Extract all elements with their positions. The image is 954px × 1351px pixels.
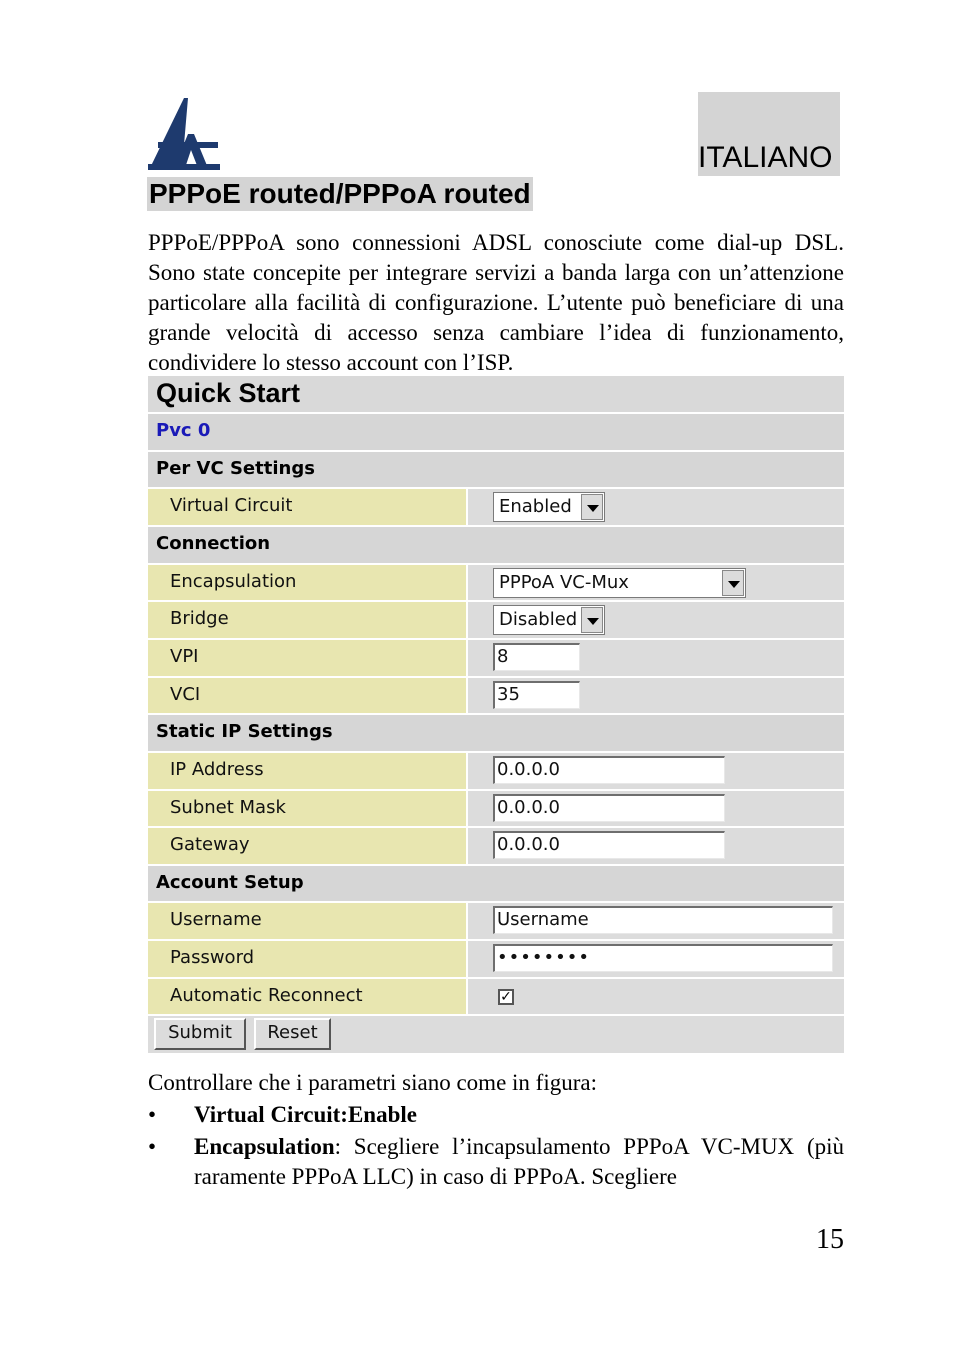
subnet-mask-row (148, 791, 844, 828)
reset-button[interactable]: Reset (254, 1018, 331, 1050)
form-title: Quick Start (156, 378, 301, 408)
password-input[interactable]: •••••••• (493, 944, 833, 972)
ip-address-label: IP Address (170, 759, 264, 780)
account-heading-row (148, 866, 844, 903)
bridge-select[interactable] (493, 605, 605, 635)
intro-paragraph (148, 228, 844, 378)
section-title: PPPoE routed/PPPoA routed (149, 178, 531, 209)
password-row (148, 941, 844, 979)
static-ip-heading: Static IP Settings (156, 721, 333, 742)
virtual-circuit-value: Enabled (499, 496, 572, 517)
gateway-input[interactable]: 0.0.0.0 (493, 831, 725, 859)
encapsulation-value: PPPoA VC-Mux (499, 572, 629, 593)
account-heading: Account Setup (156, 872, 304, 893)
vpi-row (148, 640, 844, 678)
vci-row (148, 678, 844, 715)
auto-reconnect-label: Automatic Reconnect (170, 985, 363, 1006)
bullet1-bold: Virtual Circuit:Enable (194, 1102, 417, 1127)
vci-label: VCI (170, 684, 201, 705)
vpi-input[interactable]: 8 (493, 643, 580, 671)
per-vc-heading-row (148, 452, 844, 489)
gateway-label: Gateway (170, 834, 250, 855)
ip-address-row (148, 753, 844, 791)
static-ip-heading-row (148, 715, 844, 753)
bullet2-bold: Encapsulation (194, 1134, 335, 1159)
virtual-circuit-select[interactable] (493, 492, 605, 522)
form-title-row (148, 376, 844, 414)
vpi-label: VPI (170, 646, 199, 667)
vci-input[interactable]: 35 (493, 681, 580, 709)
connection-heading-row (148, 527, 844, 565)
per-vc-heading: Per VC Settings (156, 458, 315, 479)
pvc-row (148, 414, 844, 452)
gateway-row (148, 828, 844, 866)
auto-reconnect-checkbox[interactable]: ✓ (498, 989, 514, 1005)
password-label: Password (170, 947, 255, 968)
bullet-icon: • (148, 1102, 157, 1127)
username-input[interactable]: Username (493, 906, 833, 934)
bridge-value: Disabled (499, 609, 578, 630)
bullet-icon: • (148, 1134, 157, 1159)
subnet-mask-input[interactable]: 0.0.0.0 (493, 794, 725, 822)
auto-reconnect-row (148, 979, 844, 1016)
quick-start-form (148, 376, 844, 1053)
chevron-down-icon[interactable] (581, 494, 603, 520)
virtual-circuit-row (148, 489, 844, 527)
form-actions (148, 1016, 844, 1053)
encapsulation-select[interactable] (493, 568, 746, 598)
submit-button[interactable]: Submit (154, 1018, 246, 1050)
subnet-mask-label: Subnet Mask (170, 797, 286, 818)
virtual-circuit-label: Virtual Circuit (170, 495, 293, 516)
username-label: Username (170, 909, 262, 930)
bridge-row (148, 602, 844, 640)
username-row (148, 903, 844, 941)
bridge-label: Bridge (170, 608, 229, 629)
pvc-label: Pvc 0 (156, 420, 211, 441)
encapsulation-label: Encapsulation (170, 571, 297, 592)
after-text (148, 1068, 844, 1194)
bullet2-text: : Scegliere l’incapsulamento PPPoA VC-MUX (più raramente PPPoA LLC) in caso di PPPoA. Scegliere (194, 1134, 844, 1189)
atlantis-logo (148, 94, 220, 170)
chevron-down-icon[interactable] (581, 607, 603, 633)
page-number: 15 (816, 1224, 844, 1255)
bullet-encapsulation (148, 1132, 844, 1192)
encapsulation-row (148, 565, 844, 602)
ip-address-input[interactable]: 0.0.0.0 (493, 756, 725, 784)
language-label: ITALIANO (698, 141, 833, 174)
intro-text: PPPoE/PPPoA sono connessioni ADSL conosciute come dial-up DSL. Sono state concepite per integrare servizi a banda larga con un’attenzione particolare alla facilità di configurazione. L’utente può beneficiare di una grande velocità di accesso senza cambiare l’idea di funzionamento, condividere lo stesso account con l’ISP. (148, 230, 844, 375)
chevron-down-icon[interactable] (722, 570, 744, 596)
bullet-virtual-circuit (148, 1100, 844, 1130)
connection-heading: Connection (156, 533, 271, 554)
after-intro: Controllare che i parametri siano come in figura: (148, 1070, 597, 1095)
